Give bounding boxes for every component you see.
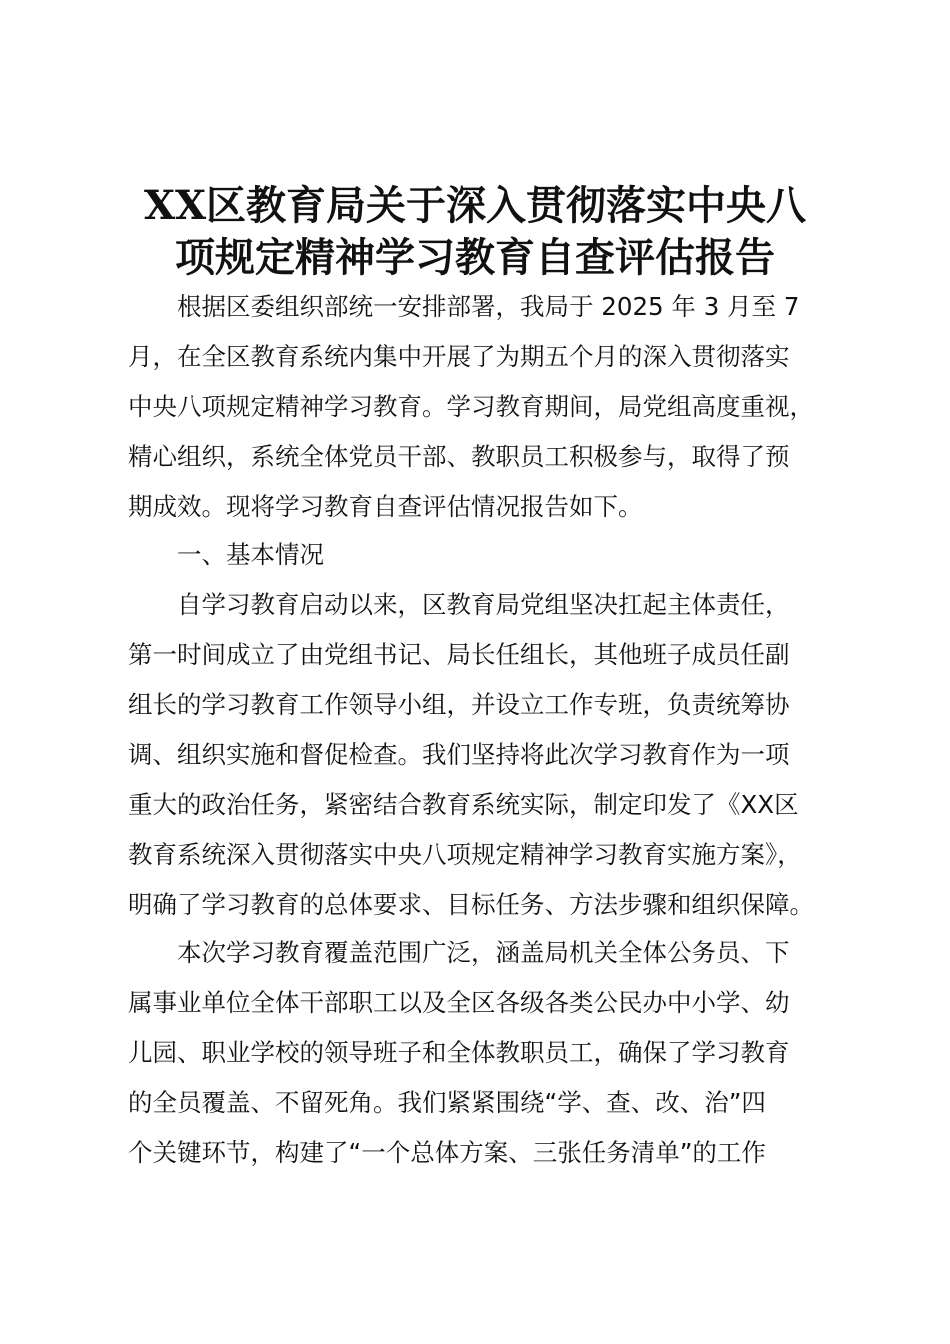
text-line: 期成效。现将学习教育自查评估情况报告如下。: [128, 492, 643, 521]
text-line: 中央八项规定精神学习教育。学习教育期间，局党组高度重视，: [128, 392, 814, 421]
section-heading: 一、基本情况: [128, 540, 324, 569]
text-line: 个关键环节，构建了“一个总体方案、三张任务清单”的工作: [128, 1138, 766, 1167]
text-line: 调、组织实施和督促检查。我们坚持将此次学习教育作为一项: [128, 740, 790, 769]
text-line: 的全员覆盖、不留死角。我们紧紧围绕“学、查、改、治”四: [128, 1088, 766, 1117]
text-line: 根据区委组织部统一安排部署，我局于 2025 年 3 月至 7: [128, 292, 800, 321]
text-line: 自学习教育启动以来，区教育局党组坚决扛起主体责任，: [128, 590, 790, 619]
text-line: 月，在全区教育系统内集中开展了为期五个月的深入贯彻落实: [128, 342, 790, 371]
section-heading-basic-situation: [128, 530, 828, 580]
text-line: 属事业单位全体干部职工以及全区各级各类公民办中小学、幼: [128, 988, 790, 1017]
text-line: 教育系统深入贯彻落实中央八项规定精神学习教育实施方案》，: [128, 840, 802, 869]
report-title-line-2: 项规定精神学习教育自查评估报告: [175, 234, 775, 281]
text-line: 精心组织，系统全体党员干部、教职员工积极参与，取得了预: [128, 442, 790, 471]
text-line: 第一时间成立了由党组书记、局长任组长，其他班子成员任副: [128, 640, 790, 669]
text-line: 重大的政治任务，紧密结合教育系统实际，制定印发了《XX区: [128, 790, 799, 819]
text-line: 本次学习教育覆盖范围广泛，涵盖局机关全体公务员、下: [128, 938, 790, 967]
text-line: 组长的学习教育工作领导小组，并设立工作专班，负责统筹协: [128, 690, 790, 719]
text-line: 明确了学习教育的总体要求、目标任务、方法步骤和组织保障。: [128, 890, 814, 919]
basic-situation-paragraph-2: [128, 928, 828, 1178]
basic-situation-paragraph-1: [128, 580, 828, 930]
text-line: 儿园、职业学校的领导班子和全体教职员工，确保了学习教育: [128, 1038, 790, 1067]
report-title-line-1: XX区教育局关于深入贯彻落实中央八: [143, 182, 807, 229]
intro-paragraph: [128, 282, 828, 532]
